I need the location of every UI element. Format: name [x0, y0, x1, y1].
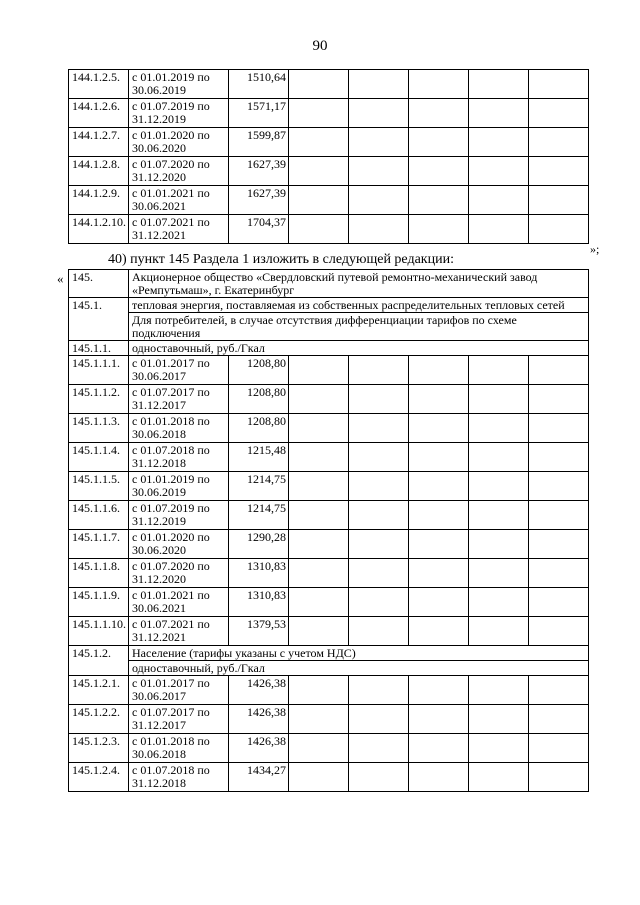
row-code: 145.1.1.1. [69, 356, 129, 385]
empty-cell [289, 705, 349, 734]
table-row [69, 676, 589, 705]
row-value: 1215,48 [229, 443, 289, 472]
empty-cell [349, 128, 409, 157]
table-row [69, 559, 589, 588]
table-row [69, 414, 589, 443]
row-period: с 01.07.2021 по 31.12.2021 [129, 215, 229, 244]
row-value: 1208,80 [229, 414, 289, 443]
row-period: с 01.01.2018 по 30.06.2018 [129, 734, 229, 763]
row-period: с 01.07.2019 по 31.12.2019 [129, 501, 229, 530]
empty-cell [529, 128, 589, 157]
page-number: 90 [312, 38, 328, 54]
empty-cell [289, 385, 349, 414]
row-code: 144.1.2.5. [69, 70, 129, 99]
empty-cell [529, 99, 589, 128]
group-row [69, 646, 589, 661]
empty-cell [469, 676, 529, 705]
empty-cell [409, 472, 469, 501]
empty-cell [409, 705, 469, 734]
table-row [69, 356, 589, 385]
empty-cell [349, 385, 409, 414]
row-period: с 01.07.2019 по 31.12.2019 [129, 99, 229, 128]
table-row [69, 530, 589, 559]
table-row [69, 186, 589, 215]
table-row [69, 157, 589, 186]
tariff-type-code: 145.1.1. [69, 341, 129, 356]
row-code: 144.1.2.10. [69, 215, 129, 244]
row-value: 1214,75 [229, 472, 289, 501]
empty-cell [409, 588, 469, 617]
empty-cell [349, 705, 409, 734]
row-code: 145.1.1.10. [69, 617, 129, 646]
group-title: тепловая энергия, поставляемая из собственных распределительных тепловых сетей [129, 298, 589, 313]
empty-cell [469, 588, 529, 617]
row-period: с 01.07.2020 по 31.12.2020 [129, 157, 229, 186]
empty-cell [529, 215, 589, 244]
group-subtitle: Для потребителей, в случае отсутствия дифференциации тарифов по схеме подключения [129, 313, 589, 341]
table-row [69, 128, 589, 157]
empty-cell [469, 501, 529, 530]
empty-cell [289, 215, 349, 244]
row-period: с 01.07.2021 по 31.12.2021 [129, 617, 229, 646]
empty-cell [349, 472, 409, 501]
empty-cell [349, 356, 409, 385]
row-code: 145.1.1.6. [69, 501, 129, 530]
empty-cell [469, 215, 529, 244]
empty-cell [409, 763, 469, 792]
empty-cell [469, 414, 529, 443]
empty-cell [409, 215, 469, 244]
empty-cell [289, 186, 349, 215]
empty-cell [289, 414, 349, 443]
row-period: с 01.07.2020 по 31.12.2020 [129, 559, 229, 588]
tariff-type-row [69, 341, 589, 356]
subgroup-row [69, 313, 589, 341]
group-code: 145.1.2. [69, 646, 129, 676]
empty-cell [409, 676, 469, 705]
empty-cell [529, 385, 589, 414]
empty-cell [469, 617, 529, 646]
row-value: 1627,39 [229, 157, 289, 186]
empty-cell [529, 157, 589, 186]
table-row [69, 617, 589, 646]
org-row [69, 270, 589, 298]
empty-cell [469, 443, 529, 472]
row-period: с 01.07.2017 по 31.12.2017 [129, 385, 229, 414]
table-row [69, 99, 589, 128]
row-period: с 01.01.2018 по 30.06.2018 [129, 414, 229, 443]
org-code: 145. [69, 270, 129, 298]
empty-cell [529, 70, 589, 99]
empty-cell [409, 128, 469, 157]
tariff-type-row [69, 661, 589, 676]
empty-cell [469, 530, 529, 559]
empty-cell [529, 443, 589, 472]
row-value: 1704,37 [229, 215, 289, 244]
empty-cell [469, 128, 529, 157]
empty-cell [349, 676, 409, 705]
tariff-table-145 [68, 269, 589, 792]
row-period: с 01.01.2021 по 30.06.2021 [129, 588, 229, 617]
empty-cell [409, 99, 469, 128]
empty-cell [529, 414, 589, 443]
empty-cell [289, 530, 349, 559]
empty-cell [349, 414, 409, 443]
empty-cell [349, 617, 409, 646]
row-value: 1290,28 [229, 530, 289, 559]
row-code: 145.1.1.2. [69, 385, 129, 414]
table-row [69, 588, 589, 617]
row-code: 144.1.2.7. [69, 128, 129, 157]
empty-cell [529, 588, 589, 617]
row-value: 1571,17 [229, 99, 289, 128]
empty-cell [529, 186, 589, 215]
table-row [69, 501, 589, 530]
table-row [69, 385, 589, 414]
empty-cell [529, 356, 589, 385]
group-title: Население (тарифы указаны с учетом НДС) [129, 646, 589, 661]
empty-cell [409, 501, 469, 530]
empty-cell [349, 215, 409, 244]
empty-cell [409, 734, 469, 763]
empty-cell [469, 763, 529, 792]
empty-cell [529, 617, 589, 646]
row-value: 1214,75 [229, 501, 289, 530]
empty-cell [349, 70, 409, 99]
empty-cell [349, 763, 409, 792]
row-value: 1426,38 [229, 734, 289, 763]
row-period: с 01.07.2018 по 31.12.2018 [129, 443, 229, 472]
row-value: 1426,38 [229, 705, 289, 734]
empty-cell [289, 472, 349, 501]
org-name: Акционерное общество «Свердловский путевой ремонтно-механический завод «Ремпутьмаш», г. Екатеринбург [129, 270, 589, 298]
empty-cell [349, 559, 409, 588]
row-period: с 01.01.2019 по 30.06.2019 [129, 472, 229, 501]
empty-cell [409, 70, 469, 99]
table-row [69, 472, 589, 501]
empty-cell [289, 676, 349, 705]
empty-cell [289, 128, 349, 157]
row-code: 145.1.2.1. [69, 676, 129, 705]
row-code: 145.1.1.4. [69, 443, 129, 472]
row-value: 1310,83 [229, 588, 289, 617]
row-code: 144.1.2.9. [69, 186, 129, 215]
empty-cell [349, 530, 409, 559]
row-value: 1379,53 [229, 617, 289, 646]
group-code: 145.1. [69, 298, 129, 341]
row-period: с 01.01.2020 по 30.06.2020 [129, 530, 229, 559]
empty-cell [469, 472, 529, 501]
empty-cell [349, 186, 409, 215]
empty-cell [289, 763, 349, 792]
empty-cell [409, 385, 469, 414]
empty-cell [349, 501, 409, 530]
row-period: с 01.07.2017 по 31.12.2017 [129, 705, 229, 734]
empty-cell [529, 501, 589, 530]
row-value: 1599,87 [229, 128, 289, 157]
row-value: 1208,80 [229, 385, 289, 414]
tariff-type-label: одноставочный, руб./Гкал [129, 341, 589, 356]
row-code: 145.1.1.9. [69, 588, 129, 617]
row-value: 1627,39 [229, 186, 289, 215]
empty-cell [529, 530, 589, 559]
empty-cell [409, 443, 469, 472]
empty-cell [469, 705, 529, 734]
empty-cell [289, 443, 349, 472]
empty-cell [469, 385, 529, 414]
row-period: с 01.01.2020 по 30.06.2020 [129, 128, 229, 157]
empty-cell [529, 472, 589, 501]
table-row [69, 705, 589, 734]
empty-cell [469, 70, 529, 99]
empty-cell [349, 99, 409, 128]
empty-cell [469, 734, 529, 763]
row-period: с 01.01.2017 по 30.06.2017 [129, 356, 229, 385]
row-code: 145.1.1.7. [69, 530, 129, 559]
empty-cell [409, 617, 469, 646]
empty-cell [289, 734, 349, 763]
empty-cell [289, 617, 349, 646]
row-code: 145.1.1.5. [69, 472, 129, 501]
row-code: 144.1.2.8. [69, 157, 129, 186]
row-code: 145.1.1.8. [69, 559, 129, 588]
empty-cell [289, 588, 349, 617]
empty-cell [529, 676, 589, 705]
empty-cell [289, 70, 349, 99]
empty-cell [289, 157, 349, 186]
row-value: 1510,64 [229, 70, 289, 99]
empty-cell [469, 99, 529, 128]
empty-cell [409, 356, 469, 385]
row-code: 145.1.1.3. [69, 414, 129, 443]
empty-cell [469, 186, 529, 215]
empty-cell [529, 705, 589, 734]
table-row [69, 734, 589, 763]
empty-cell [349, 588, 409, 617]
row-code: 145.1.2.2. [69, 705, 129, 734]
empty-cell [349, 157, 409, 186]
row-value: 1310,83 [229, 559, 289, 588]
empty-cell [529, 734, 589, 763]
table-row [69, 70, 589, 99]
row-value: 1426,38 [229, 676, 289, 705]
empty-cell [469, 559, 529, 588]
group-row [69, 298, 589, 313]
table-row [69, 215, 589, 244]
empty-cell [409, 157, 469, 186]
empty-cell [289, 501, 349, 530]
empty-cell [469, 157, 529, 186]
row-period: с 01.07.2018 по 31.12.2018 [129, 763, 229, 792]
row-code: 144.1.2.6. [69, 99, 129, 128]
empty-cell [469, 356, 529, 385]
empty-cell [289, 99, 349, 128]
closing-quote-mark: »; [590, 242, 600, 256]
empty-cell [529, 559, 589, 588]
empty-cell [529, 763, 589, 792]
empty-cell [349, 734, 409, 763]
empty-cell [409, 530, 469, 559]
row-value: 1434,27 [229, 763, 289, 792]
tariff-table-144 [68, 69, 589, 244]
tariff-type-label: одноставочный, руб./Гкал [129, 661, 589, 676]
row-code: 145.1.2.3. [69, 734, 129, 763]
empty-cell [409, 559, 469, 588]
empty-cell [349, 443, 409, 472]
row-period: с 01.01.2021 по 30.06.2021 [129, 186, 229, 215]
empty-cell [409, 186, 469, 215]
table-row [69, 443, 589, 472]
empty-cell [289, 356, 349, 385]
table-row [69, 763, 589, 792]
row-period: с 01.01.2019 по 30.06.2019 [129, 70, 229, 99]
row-period: с 01.01.2017 по 30.06.2017 [129, 676, 229, 705]
opening-quote-mark: « [57, 271, 64, 286]
empty-cell [289, 559, 349, 588]
section-heading: 40) пункт 145 Раздела 1 изложить в следующей редакции: [108, 252, 454, 267]
row-value: 1208,80 [229, 356, 289, 385]
row-code: 145.1.2.4. [69, 763, 129, 792]
empty-cell [409, 414, 469, 443]
